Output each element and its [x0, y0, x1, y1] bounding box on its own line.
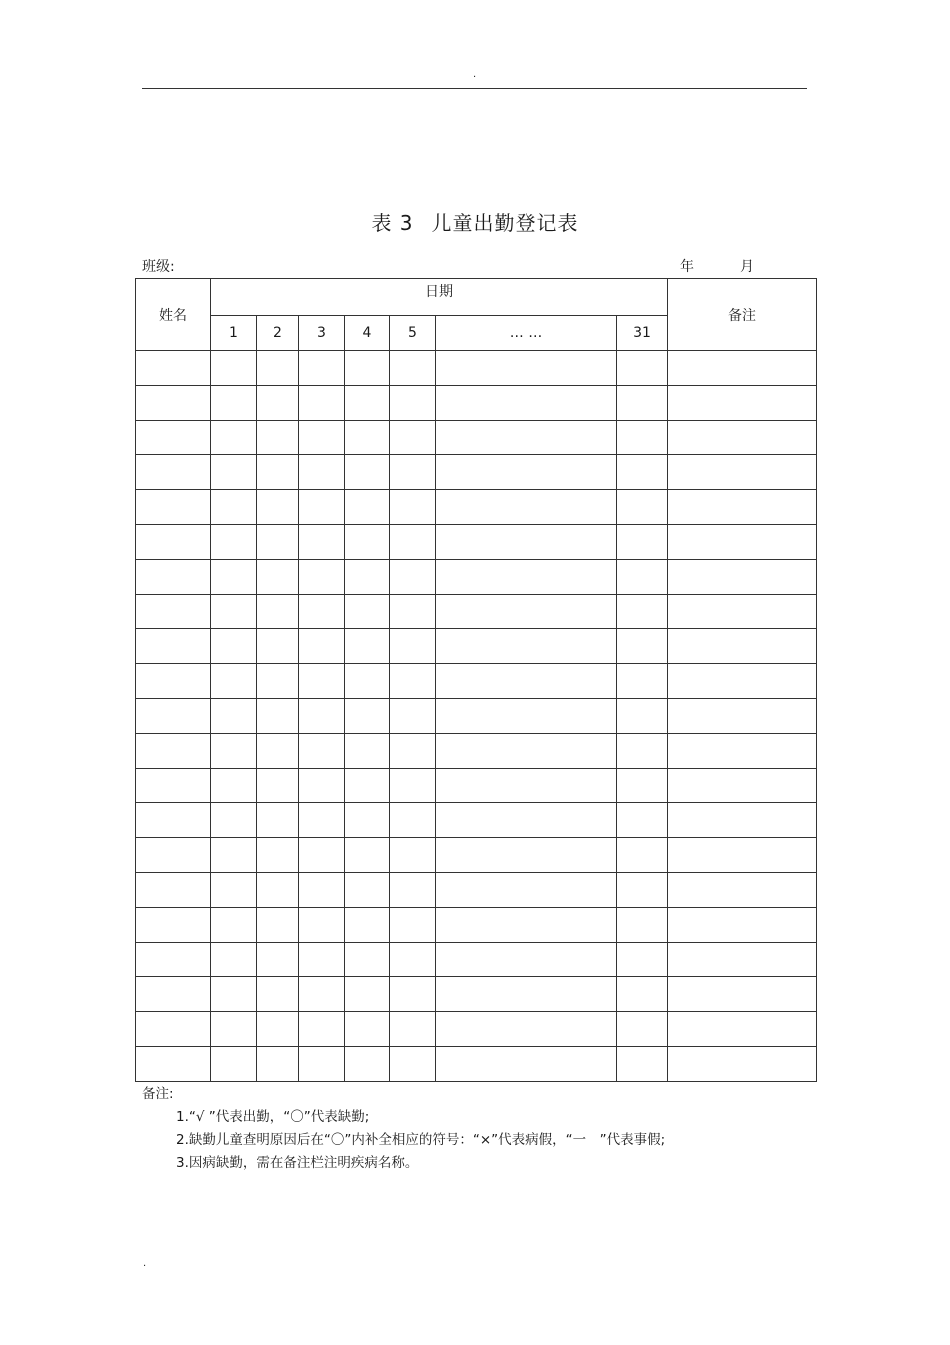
table-cell[interactable] [390, 942, 436, 977]
table-cell[interactable] [211, 559, 257, 594]
table-cell[interactable] [299, 559, 345, 594]
table-cell[interactable] [257, 977, 299, 1012]
table-cell[interactable] [617, 420, 668, 455]
table-cell[interactable] [617, 768, 668, 803]
table-cell[interactable] [299, 420, 345, 455]
table-cell[interactable] [211, 385, 257, 420]
table-cell[interactable] [136, 768, 211, 803]
year-label: 年 [680, 259, 694, 275]
table-cell[interactable] [668, 385, 817, 420]
table-row [136, 455, 817, 490]
table-cell[interactable] [299, 907, 345, 942]
day-header: 31 [617, 316, 668, 351]
table-row [136, 1012, 817, 1047]
note-item: 2.缺勤儿童查明原因后在“〇”内补全相应的符号：“×”代表病假，“一 ”代表事假; [176, 1132, 666, 1148]
table-cell[interactable] [211, 664, 257, 699]
table-cell[interactable] [257, 768, 299, 803]
class-label: 班级: [142, 259, 175, 275]
table-cell[interactable] [668, 907, 817, 942]
table-cell[interactable] [617, 455, 668, 490]
table-cell[interactable] [345, 977, 390, 1012]
table-cell[interactable] [257, 907, 299, 942]
table-cell[interactable] [299, 351, 345, 386]
table-row [136, 907, 817, 942]
table-cell[interactable] [299, 594, 345, 629]
table-cell[interactable] [617, 629, 668, 664]
date-column-header: 日期 [211, 279, 668, 316]
table-cell[interactable] [390, 1046, 436, 1081]
table-cell[interactable] [668, 629, 817, 664]
table-row [136, 664, 817, 699]
table-cell[interactable] [668, 455, 817, 490]
table-cell[interactable] [211, 455, 257, 490]
table-cell[interactable] [390, 594, 436, 629]
table-cell[interactable] [668, 1046, 817, 1081]
table-cell[interactable] [257, 872, 299, 907]
table-row [136, 1046, 817, 1081]
table-cell[interactable] [345, 1012, 390, 1047]
table-cell[interactable] [345, 524, 390, 559]
table-cell[interactable] [436, 698, 617, 733]
table-cell[interactable] [299, 385, 345, 420]
table-cell[interactable] [136, 664, 211, 699]
table-cell[interactable] [668, 524, 817, 559]
table-cell[interactable] [136, 907, 211, 942]
table-cell[interactable] [668, 733, 817, 768]
table-cell[interactable] [299, 872, 345, 907]
table-cell[interactable] [257, 803, 299, 838]
table-cell[interactable] [299, 838, 345, 873]
table-cell[interactable] [136, 385, 211, 420]
table-cell[interactable] [136, 455, 211, 490]
table-cell[interactable] [436, 1046, 617, 1081]
table-cell[interactable] [617, 698, 668, 733]
table-cell[interactable] [390, 1012, 436, 1047]
table-cell[interactable] [390, 733, 436, 768]
note-item: 3.因病缺勤，需在备注栏注明疾病名称。 [176, 1155, 419, 1171]
table-cell[interactable] [617, 838, 668, 873]
table-cell[interactable] [436, 733, 617, 768]
table-row [136, 420, 817, 455]
table-cell[interactable] [617, 594, 668, 629]
table-cell[interactable] [136, 698, 211, 733]
table-cell[interactable] [436, 524, 617, 559]
table-cell[interactable] [390, 698, 436, 733]
table-cell[interactable] [299, 629, 345, 664]
table-cell[interactable] [299, 490, 345, 525]
table-cell[interactable] [617, 1012, 668, 1047]
table-cell[interactable] [617, 733, 668, 768]
table-row [136, 872, 817, 907]
table-cell[interactable] [299, 768, 345, 803]
table-cell[interactable] [345, 1046, 390, 1081]
table-cell[interactable] [390, 351, 436, 386]
table-cell[interactable] [390, 455, 436, 490]
table-cell[interactable] [345, 664, 390, 699]
table-cell[interactable] [136, 594, 211, 629]
table-cell[interactable] [257, 1012, 299, 1047]
table-cell[interactable] [436, 594, 617, 629]
table-cell[interactable] [299, 733, 345, 768]
table-cell[interactable] [390, 629, 436, 664]
footer-dot: . [143, 1258, 147, 1269]
day-header: 1 [211, 316, 257, 351]
day-header: 5 [390, 316, 436, 351]
table-cell[interactable] [257, 942, 299, 977]
table-cell[interactable] [257, 629, 299, 664]
table-cell[interactable] [345, 698, 390, 733]
table-cell[interactable] [668, 872, 817, 907]
table-cell[interactable] [211, 698, 257, 733]
table-cell[interactable] [617, 977, 668, 1012]
table-row [136, 942, 817, 977]
table-cell[interactable] [211, 629, 257, 664]
table-cell[interactable] [436, 629, 617, 664]
table-cell[interactable] [668, 838, 817, 873]
table-cell[interactable] [617, 385, 668, 420]
table-cell[interactable] [668, 1012, 817, 1047]
table-cell[interactable] [390, 664, 436, 699]
table-cell[interactable] [136, 1046, 211, 1081]
table-cell[interactable] [668, 977, 817, 1012]
table-cell[interactable] [390, 559, 436, 594]
table-cell[interactable] [436, 838, 617, 873]
table-row [136, 351, 817, 386]
table-cell[interactable] [299, 698, 345, 733]
name-column-header: 姓名 [136, 279, 211, 351]
table-cell[interactable] [345, 420, 390, 455]
table-cell[interactable] [436, 907, 617, 942]
table-cell[interactable] [436, 455, 617, 490]
table-cell[interactable] [668, 490, 817, 525]
table-cell[interactable] [211, 351, 257, 386]
table-cell[interactable] [668, 803, 817, 838]
table-cell[interactable] [136, 872, 211, 907]
table-cell[interactable] [136, 1012, 211, 1047]
table-cell[interactable] [136, 351, 211, 386]
table-cell[interactable] [211, 872, 257, 907]
table-row [136, 977, 817, 1012]
table-cell[interactable] [345, 942, 390, 977]
table-cell[interactable] [136, 838, 211, 873]
table-body [136, 351, 817, 1082]
table-cell[interactable] [668, 420, 817, 455]
table-cell[interactable] [617, 942, 668, 977]
table-row [136, 768, 817, 803]
note-item: 1.“√ ”代表出勤，“〇”代表缺勤; [176, 1109, 370, 1125]
table-cell[interactable] [436, 872, 617, 907]
table-cell[interactable] [390, 385, 436, 420]
table-cell[interactable] [345, 351, 390, 386]
table-cell[interactable] [345, 872, 390, 907]
table-cell[interactable] [211, 420, 257, 455]
table-cell[interactable] [211, 594, 257, 629]
table-cell[interactable] [390, 803, 436, 838]
table-cell[interactable] [668, 698, 817, 733]
table-cell[interactable] [211, 977, 257, 1012]
table-cell[interactable] [299, 942, 345, 977]
table-row [136, 385, 817, 420]
table-cell[interactable] [436, 385, 617, 420]
table-row [136, 838, 817, 873]
table-cell[interactable] [617, 559, 668, 594]
table-cell[interactable] [345, 559, 390, 594]
table-row [136, 733, 817, 768]
table-cell[interactable] [436, 803, 617, 838]
table-cell[interactable] [136, 629, 211, 664]
header-dot: . [473, 69, 477, 80]
table-cell[interactable] [257, 385, 299, 420]
day-header: 2 [257, 316, 299, 351]
notes-heading: 备注: [142, 1086, 174, 1102]
table-cell[interactable] [211, 838, 257, 873]
table-cell[interactable] [257, 664, 299, 699]
table-cell[interactable] [136, 733, 211, 768]
table-cell[interactable] [617, 664, 668, 699]
table-cell[interactable] [257, 524, 299, 559]
table-cell[interactable] [345, 733, 390, 768]
table-cell[interactable] [299, 1046, 345, 1081]
table-cell[interactable] [211, 733, 257, 768]
table-cell[interactable] [390, 838, 436, 873]
table-cell[interactable] [436, 420, 617, 455]
table-cell[interactable] [136, 559, 211, 594]
title-prefix: 表 3 [371, 211, 414, 235]
title-text: 儿童出勤登记表 [431, 211, 579, 235]
remark-column-header: 备注 [668, 279, 817, 351]
table-cell[interactable] [299, 524, 345, 559]
table-cell[interactable] [211, 524, 257, 559]
table-cell[interactable] [211, 803, 257, 838]
table-cell[interactable] [436, 559, 617, 594]
table-row [136, 629, 817, 664]
table-cell[interactable] [257, 490, 299, 525]
table-cell[interactable] [617, 1046, 668, 1081]
table-cell[interactable] [668, 559, 817, 594]
table-cell[interactable] [257, 733, 299, 768]
table-cell[interactable] [390, 420, 436, 455]
table-cell[interactable] [211, 942, 257, 977]
table-row [136, 698, 817, 733]
table-cell[interactable] [436, 1012, 617, 1047]
month-label: 月 [740, 259, 754, 275]
table-cell[interactable] [617, 907, 668, 942]
table-cell[interactable] [345, 385, 390, 420]
table-cell[interactable] [211, 1046, 257, 1081]
table-row [136, 524, 817, 559]
table-cell[interactable] [257, 698, 299, 733]
table-cell[interactable] [211, 907, 257, 942]
table-cell[interactable] [668, 351, 817, 386]
table-cell[interactable] [211, 490, 257, 525]
table-cell[interactable] [136, 803, 211, 838]
table-cell[interactable] [257, 351, 299, 386]
day-header-ellipsis: … … [436, 316, 617, 351]
table-cell[interactable] [436, 977, 617, 1012]
table-cell[interactable] [668, 594, 817, 629]
table-cell[interactable] [345, 838, 390, 873]
table-cell[interactable] [136, 420, 211, 455]
table-cell[interactable] [299, 1012, 345, 1047]
table-cell[interactable] [436, 768, 617, 803]
table-cell[interactable] [345, 768, 390, 803]
table-cell[interactable] [257, 1046, 299, 1081]
table-cell[interactable] [668, 664, 817, 699]
table-cell[interactable] [436, 664, 617, 699]
table-cell[interactable] [211, 1012, 257, 1047]
table-cell[interactable] [299, 455, 345, 490]
table-cell[interactable] [299, 664, 345, 699]
table-cell[interactable] [257, 455, 299, 490]
header-rule [142, 88, 807, 89]
table-cell[interactable] [345, 907, 390, 942]
table-cell[interactable] [345, 803, 390, 838]
table-cell[interactable] [668, 768, 817, 803]
table-row [136, 559, 817, 594]
table-cell[interactable] [617, 803, 668, 838]
table-row [136, 490, 817, 525]
table-cell[interactable] [390, 524, 436, 559]
notes-section [142, 1083, 665, 1175]
table-cell[interactable] [136, 977, 211, 1012]
table-cell[interactable] [345, 594, 390, 629]
table-cell[interactable] [390, 977, 436, 1012]
table-cell[interactable] [390, 872, 436, 907]
table-cell[interactable] [136, 942, 211, 977]
table-cell[interactable] [257, 559, 299, 594]
table-cell[interactable] [345, 629, 390, 664]
table-cell[interactable] [345, 490, 390, 525]
table-cell[interactable] [136, 524, 211, 559]
table-row [136, 803, 817, 838]
table-cell[interactable] [257, 420, 299, 455]
table-cell[interactable] [299, 803, 345, 838]
table-cell[interactable] [617, 490, 668, 525]
table-cell[interactable] [299, 977, 345, 1012]
table-row [136, 594, 817, 629]
table-cell[interactable] [257, 594, 299, 629]
table-cell[interactable] [390, 907, 436, 942]
day-header: 3 [299, 316, 345, 351]
table-cell[interactable] [211, 768, 257, 803]
table-cell[interactable] [390, 490, 436, 525]
day-header: 4 [345, 316, 390, 351]
table-cell[interactable] [436, 942, 617, 977]
table-cell[interactable] [617, 524, 668, 559]
table-cell[interactable] [617, 351, 668, 386]
page-title [0, 207, 950, 236]
table-cell[interactable] [257, 838, 299, 873]
table-cell[interactable] [390, 768, 436, 803]
table-cell[interactable] [436, 351, 617, 386]
table-cell[interactable] [668, 942, 817, 977]
attendance-table [135, 278, 817, 1082]
table-cell[interactable] [617, 872, 668, 907]
table-cell[interactable] [136, 490, 211, 525]
table-cell[interactable] [436, 490, 617, 525]
table-cell[interactable] [345, 455, 390, 490]
